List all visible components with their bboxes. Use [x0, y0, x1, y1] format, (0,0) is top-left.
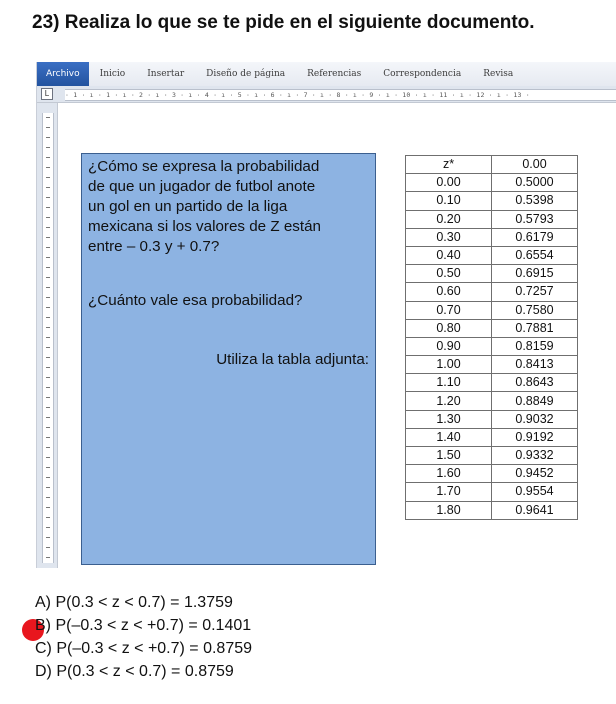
probability-cell: 0.8413 — [492, 356, 578, 374]
ruler-tick — [46, 427, 50, 428]
table-row — [406, 374, 578, 392]
answer-option-d[interactable]: D) P(0.3 < z < 0.7) = 0.8759 — [35, 663, 234, 680]
ruler-tick — [46, 537, 50, 538]
ruler-tick — [46, 187, 50, 188]
ruler-tick — [46, 487, 50, 488]
table-row — [406, 483, 578, 501]
horizontal-ruler[interactable] — [37, 86, 616, 103]
ruler-tick — [46, 327, 50, 328]
ruler-tick — [46, 267, 50, 268]
ruler-marks: · 1 · ı · 1 · ı · 2 · ı · 3 · ı · 4 · ı · 5 · ı · 6 · ı · 7 · ı · 8 · ı · 9 · ı · 10 · ı · 11 · ı · 12 · ı · 13 · — [65, 89, 616, 101]
probability-cell: 0.8643 — [492, 374, 578, 392]
probability-cell: 0.9452 — [492, 465, 578, 483]
table-row — [406, 301, 578, 319]
ruler-tick — [46, 467, 50, 468]
question-title: 23) Realiza lo que se te pide en el siguiente documento. — [32, 12, 535, 33]
ruler-tick — [46, 407, 50, 408]
ruler-tick — [46, 317, 50, 318]
problem-line: de que un jugador de futbol anote — [88, 178, 316, 195]
vertical-ruler-marks — [42, 113, 54, 563]
z-value-cell: 0.40 — [406, 246, 492, 264]
tab-revisar[interactable]: Revisa — [483, 69, 514, 79]
answer-options — [35, 591, 252, 683]
table-row — [406, 265, 578, 283]
tab-archivo[interactable]: Archivo — [37, 62, 89, 86]
z-value-cell: 1.60 — [406, 465, 492, 483]
problem-line: entre – 0.3 y + 0.7? — [88, 238, 220, 255]
ruler-tick — [46, 397, 50, 398]
ruler-tick — [46, 177, 50, 178]
tab-inicio[interactable]: Inicio — [99, 69, 126, 79]
probability-cell: 0.6554 — [492, 246, 578, 264]
problem-line: un gol en un partido de la liga — [88, 198, 288, 215]
z-table-header-row — [406, 156, 578, 174]
tab-stop-selector[interactable]: L — [41, 88, 53, 100]
vertical-ruler[interactable] — [37, 103, 58, 568]
probability-cell: 0.9641 — [492, 501, 578, 519]
ruler-tick — [46, 237, 50, 238]
table-row — [406, 228, 578, 246]
z-value-cell: 1.80 — [406, 501, 492, 519]
tab-correspondencia[interactable]: Correspondencia — [383, 69, 462, 79]
probability-cell: 0.9192 — [492, 428, 578, 446]
answer-option-b[interactable]: B) P(–0.3 < z < +0.7) = 0.1401 — [35, 617, 252, 634]
ruler-tick — [46, 517, 50, 518]
probability-cell: 0.7257 — [492, 283, 578, 301]
value-column-header: 0.00 — [492, 156, 578, 174]
probability-cell: 0.9032 — [492, 410, 578, 428]
z-value-cell: 0.60 — [406, 283, 492, 301]
z-value-cell: 1.10 — [406, 374, 492, 392]
table-row — [406, 356, 578, 374]
ruler-tick — [46, 457, 50, 458]
ruler-tick — [46, 277, 50, 278]
probability-cell: 0.8159 — [492, 337, 578, 355]
ruler-tick — [46, 367, 50, 368]
probability-cell: 0.9554 — [492, 483, 578, 501]
table-row — [406, 501, 578, 519]
z-value-cell: 1.70 — [406, 483, 492, 501]
z-value-cell: 0.90 — [406, 337, 492, 355]
ruler-tick — [46, 447, 50, 448]
ruler-tick — [46, 157, 50, 158]
ruler-tick — [46, 127, 50, 128]
z-value-cell: 1.20 — [406, 392, 492, 410]
probability-cell: 0.6915 — [492, 265, 578, 283]
problem-text-box — [81, 153, 376, 565]
ruler-tick — [46, 227, 50, 228]
ruler-tick — [46, 357, 50, 358]
table-row — [406, 447, 578, 465]
problem-line: ¿Cómo se expresa la probabilidad — [88, 158, 320, 175]
table-row — [406, 246, 578, 264]
table-row — [406, 428, 578, 446]
ruler-tick — [46, 497, 50, 498]
probability-cell: 0.7881 — [492, 319, 578, 337]
ruler-tick — [46, 167, 50, 168]
ruler-tick — [46, 297, 50, 298]
probability-cell: 0.5398 — [492, 192, 578, 210]
table-row — [406, 337, 578, 355]
ruler-tick — [46, 307, 50, 308]
z-table-body — [406, 174, 578, 520]
probability-cell: 0.5793 — [492, 210, 578, 228]
probability-cell: 0.7580 — [492, 301, 578, 319]
table-row — [406, 392, 578, 410]
z-value-cell: 1.50 — [406, 447, 492, 465]
probability-cell: 0.8849 — [492, 392, 578, 410]
probability-cell: 0.5000 — [492, 174, 578, 192]
ribbon-tab-bar — [37, 62, 616, 87]
probability-question: ¿Cuánto vale esa probabilidad? — [88, 292, 303, 309]
tab-diseno-de-pagina[interactable]: Diseño de página — [206, 69, 286, 79]
table-instruction: Utiliza la tabla adjunta: — [216, 351, 369, 368]
z-value-cell: 0.70 — [406, 301, 492, 319]
table-row — [406, 465, 578, 483]
problem-statement — [88, 157, 378, 257]
answer-option-a[interactable]: A) P(0.3 < z < 0.7) = 1.3759 — [35, 594, 233, 611]
ruler-tick — [46, 137, 50, 138]
ruler-tick — [46, 247, 50, 248]
table-row — [406, 174, 578, 192]
problem-line: mexicana si los valores de Z están — [88, 218, 321, 235]
ruler-tick — [46, 557, 50, 558]
z-value-cell: 0.20 — [406, 210, 492, 228]
z-value-cell: 1.40 — [406, 428, 492, 446]
ruler-tick — [46, 217, 50, 218]
z-value-cell: 0.50 — [406, 265, 492, 283]
ruler-tick — [46, 527, 50, 528]
z-table — [405, 155, 578, 520]
ruler-tick — [46, 507, 50, 508]
ruler-tick — [46, 207, 50, 208]
table-row — [406, 410, 578, 428]
z-value-cell: 1.30 — [406, 410, 492, 428]
ruler-tick — [46, 257, 50, 258]
table-row — [406, 192, 578, 210]
ruler-tick — [46, 437, 50, 438]
z-value-cell: 0.10 — [406, 192, 492, 210]
z-column-header: z* — [406, 156, 492, 174]
tab-referencias[interactable]: Referencias — [307, 69, 362, 79]
table-row — [406, 210, 578, 228]
ruler-tick — [46, 547, 50, 548]
probability-cell: 0.9332 — [492, 447, 578, 465]
table-row — [406, 319, 578, 337]
z-value-cell: 1.00 — [406, 356, 492, 374]
ruler-tick — [46, 337, 50, 338]
ruler-tick — [46, 477, 50, 478]
ruler-tick — [46, 117, 50, 118]
ruler-tick — [46, 147, 50, 148]
table-row — [406, 283, 578, 301]
z-value-cell: 0.80 — [406, 319, 492, 337]
z-value-cell: 0.30 — [406, 228, 492, 246]
answer-option-c[interactable]: C) P(–0.3 < z < +0.7) = 0.8759 — [35, 640, 253, 657]
ruler-tick — [46, 377, 50, 378]
ruler-tick — [46, 387, 50, 388]
ruler-tick — [46, 417, 50, 418]
ruler-tick — [46, 197, 50, 198]
ruler-tick — [46, 287, 50, 288]
z-value-cell: 0.00 — [406, 174, 492, 192]
ruler-tick — [46, 347, 50, 348]
tab-insertar[interactable]: Insertar — [147, 69, 185, 79]
probability-cell: 0.6179 — [492, 228, 578, 246]
